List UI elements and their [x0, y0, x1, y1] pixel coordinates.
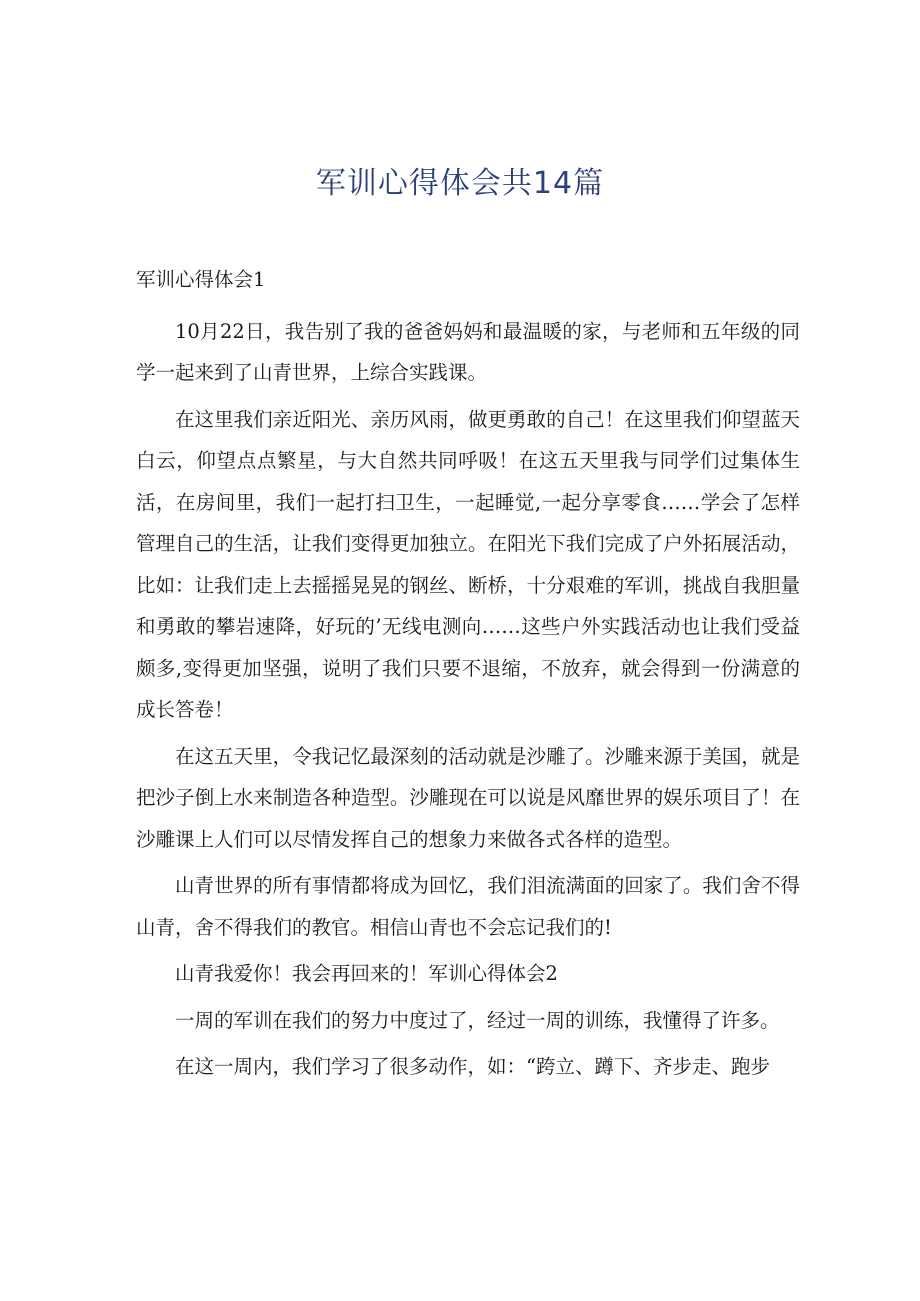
paragraph: 一周的军训在我们的努力中度过了，经过一周的训练，我懂得了许多。 [175, 1008, 780, 1032]
paragraph: 在这里我们亲近阳光、亲历风雨，做更勇敢的自己！在这里我们仰望蓝天白云，仰望点点繁星，与大自然共同呼吸！在这五天里我与同学们过集体生活，在房间里，我们一起打扫卫生，一起睡觉,一起分享零食……学会了怎样管理自己的生活，让我们变得更加独立。在阳光下我们完成了户外拓展活动，比如：让我们走上去摇摇晃晃的钢丝、断桥，十分艰难的军训，挑战自我胆量和勇敢的攀岩速降，好玩的’无线电测向……这些户外实践活动也让我们受益颇多,变得更加坚强，说明了我们只要不退缩，不放弃，就会得到一份满意的成长答卷！ [136, 407, 800, 721]
section-heading: 军训心得体会1 [136, 268, 266, 291]
paragraph: 山青世界的所有事情都将成为回忆，我们泪流满面的回家了。我们舍不得山青，舍不得我们的教官。相信山青也不会忘记我们的! [136, 874, 800, 939]
document-body [136, 259, 800, 1093]
paragraph: 山青我爱你！我会再回来的！军训心得体会2 [175, 962, 558, 985]
paragraph: 在这五天里，令我记忆最深刻的活动就是沙雕了。沙雕来源于美国，就是把沙子倒上水来制造各种造型。沙雕现在可以说是风靡世界的娱乐项目了！在沙雕课上人们可以尽情发挥自己的想象力来做各式各样的造型。 [136, 744, 800, 851]
paragraph: 在这一周内，我们学习了很多动作，如：“跨立、蹲下、齐步走、跑步 [175, 1055, 770, 1078]
page-title: 军训心得体会共14篇 [315, 166, 605, 201]
paragraph: 10月22日，我告别了我的爸爸妈妈和最温暖的家，与老师和五年级的同学一起来到了山青世界，上综合实践课。 [136, 319, 800, 384]
